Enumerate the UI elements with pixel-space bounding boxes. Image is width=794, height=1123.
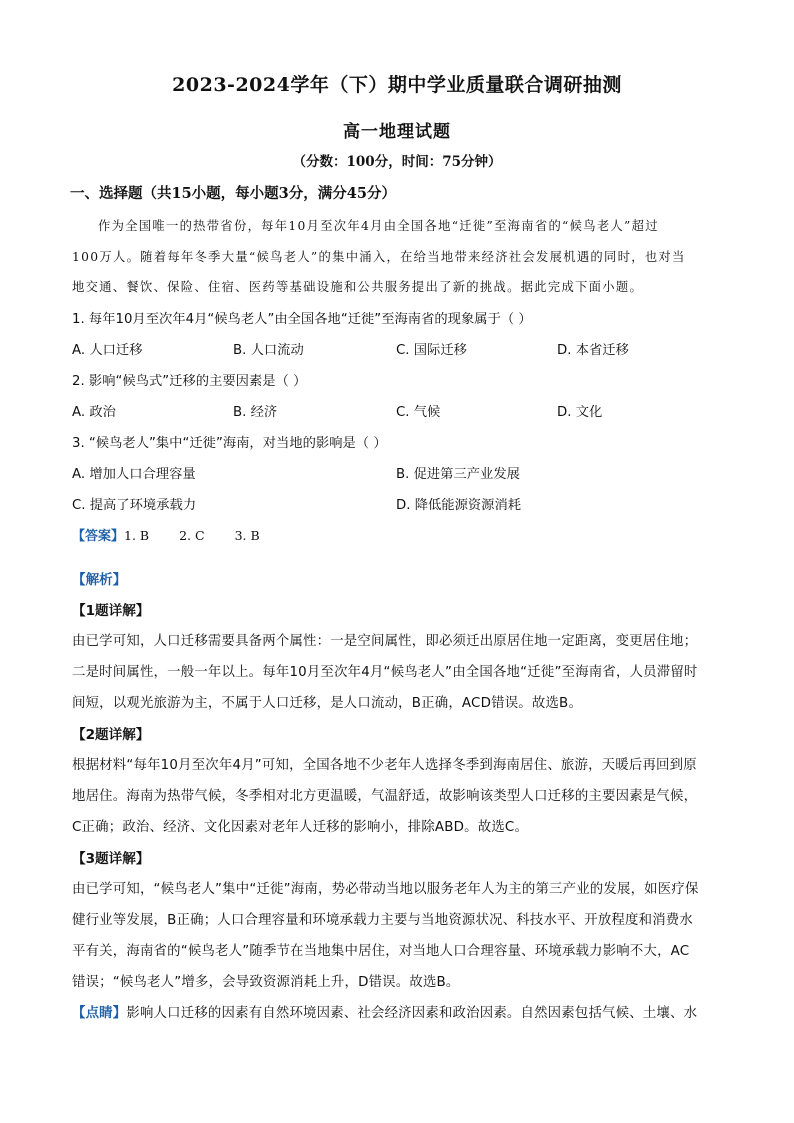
question-stem-2: 2. 影响“候鸟式”迁移的主要因素是（ ） [72,374,307,389]
q1-detail-line: 由已学可知，人口迁移需要具备两个属性：一是空间属性，即必须迁出原居住地一定距离，变更居住地； [72,634,698,649]
material-line: 100万人。随着每年冬季大量“候鸟老人”的集中涌入，在给当地带来经济社会发展机遇的同时，也对当 [72,250,686,264]
score-time-note: （分数：100分，时间：75分钟） [292,154,502,170]
option-3a: A. 增加人口合理容量 [72,467,196,482]
exam-title: 2023-2024学年（下）期中学业质量联合调研抽测 [172,74,622,96]
question-stem-1: 1. 每年10月至次年4月“候鸟老人”由全国各地“迁徙”至海南省的现象属于（ ） [72,312,532,327]
option-2c: C. 气候 [396,405,441,420]
q3-detail-line: 由已学可知，“候鸟老人”集中“迁徙”海南，势必带动当地以服务老年人为主的第三产业的发展，如医疗保 [72,882,699,897]
answer-value-3: 3. B [234,528,260,543]
q3-detail-line: 错误；“候鸟老人”增多，会导致资源消耗上升，D错误。故选B。 [72,975,460,990]
answer-value-2: 2. C [179,528,205,543]
q3-detail-label: 【3题详解】 [72,851,150,867]
answer-value-1: 1. B [124,528,150,543]
material-line: 作为全国唯一的热带省份，每年10月至次年4月由全国各地“迁徙”至海南省的“候鸟老人”超过 [98,219,659,233]
q3-detail-line: 平有关，海南省的“候鸟老人”随季节在当地集中居住，对当地人口合理容量、环境承载力影响不大，AC [72,944,690,959]
tip-label: 【点睛】 [72,1006,127,1021]
tip-row [72,1002,697,1021]
q2-detail-line: C正确；政治、经济、文化因素对老年人迁移的影响小，排除ABD。故选C。 [72,820,529,835]
option-3c: C. 提高了环境承载力 [72,498,197,513]
exam-subtitle: 高一地理试题 [343,122,451,142]
tip-text: 影响人口迁移的因素有自然环境因素、社会经济因素和政治因素。自然因素包括气候、土壤、水 [126,1006,698,1021]
option-3d: D. 降低能源资源消耗 [396,498,522,513]
q1-detail-line: 二是时间属性，一般一年以上。每年10月至次年4月“候鸟老人”由全国各地“迁徙”至海南省，人员滞留时 [72,665,698,680]
material-line: 地交通、餐饮、保险、住宿、医药等基础设施和公共服务提出了新的挑战。据此完成下面小题。 [72,280,644,294]
analysis-label: 【解析】 [72,572,127,588]
option-2b: B. 经济 [233,405,278,420]
q2-detail-label: 【2题详解】 [72,727,150,743]
option-1c: C. 国际迁移 [396,343,467,358]
option-1d: D. 本省迁移 [557,343,629,358]
q2-detail-line: 地居住。海南为热带气候，冬季相对北方更温暖，气温舒适，故影响该类型人口迁移的主要因素是气候， [72,789,698,804]
answer-label: 【答案】 [72,529,125,544]
option-3b: B. 促进第三产业发展 [396,467,520,482]
option-2a: A. 政治 [72,405,116,420]
answer-row [72,525,260,544]
q3-detail-line: 健行业等发展，B正确；人口合理容量和环境承载力主要与当地资源状况、科技水平、开放程度和消费水 [72,913,693,928]
option-2d: D. 文化 [557,405,603,420]
q1-detail-line: 间短，以观光旅游为主，不属于人口迁移，是人口流动，B正确，ACD错误。故选B。 [72,696,583,711]
question-stem-3: 3. “候鸟老人”集中“迁徙”海南，对当地的影响是（ ） [72,436,387,451]
q2-detail-line: 根据材料“每年10月至次年4月”可知，全国各地不少老年人选择冬季到海南居住、旅游，天暖后再回到原 [72,758,697,773]
section-heading: 一、选择题（共15小题，每小题3分，满分45分） [70,185,396,202]
option-1a: A. 人口迁移 [72,343,143,358]
q1-detail-label: 【1题详解】 [72,603,150,619]
option-1b: B. 人口流动 [233,343,304,358]
